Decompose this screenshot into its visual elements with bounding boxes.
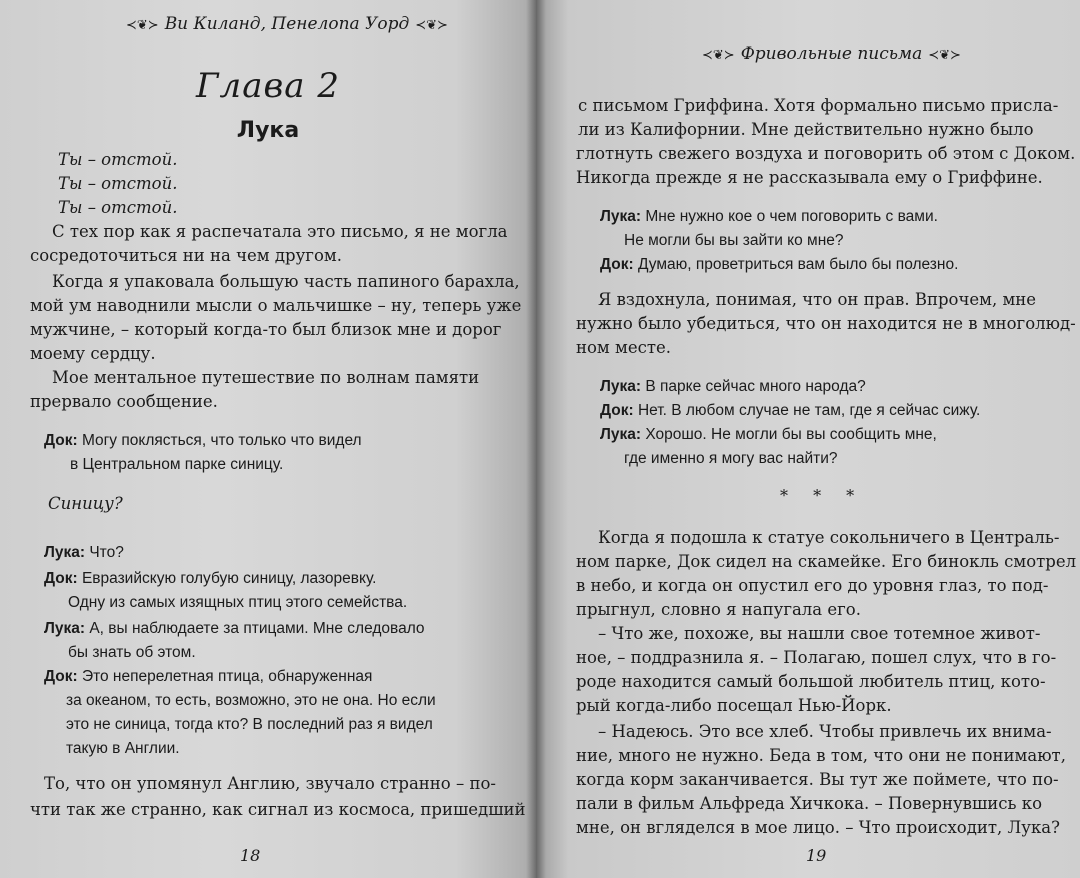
text-line xyxy=(44,774,496,793)
chat-line xyxy=(44,668,372,686)
line-text: То, что он упомянул Англию, звучало странно – по- xyxy=(44,774,496,793)
line-text: прервало сообщение. xyxy=(30,392,218,411)
text-line xyxy=(578,96,1058,115)
text-line xyxy=(58,174,177,193)
text-line xyxy=(598,290,1036,309)
line-text: Хорошо. Не могли бы вы сообщить мне, xyxy=(645,426,937,443)
text-line xyxy=(30,344,156,363)
text-line xyxy=(576,770,1059,789)
text-line xyxy=(576,818,1060,837)
text-line xyxy=(30,320,501,339)
text-line xyxy=(598,624,1040,643)
speaker-label: Лука: xyxy=(44,544,90,561)
line-text: Ты – отстой. xyxy=(58,198,178,217)
section-title: Лука xyxy=(236,118,300,143)
text-line xyxy=(576,794,1042,813)
text-line xyxy=(576,338,671,357)
text-line xyxy=(30,296,521,315)
line-text: в Центральном парке синицу. xyxy=(70,456,284,473)
ornament-icon: ≺❦≻ xyxy=(415,18,448,33)
running-head-right xyxy=(696,44,967,64)
line-text: Я вздохнула, понимая, что он прав. Впрочем, мне xyxy=(598,290,1037,309)
line-text: такую в Англии. xyxy=(66,740,180,757)
text-line xyxy=(576,696,892,715)
line-text: пали в фильм Альфреда Хичкока. – Повернувшись ко xyxy=(576,794,1043,813)
chat-line xyxy=(44,620,425,638)
line-text: Синицу? xyxy=(48,494,123,513)
text-line xyxy=(576,552,1076,571)
text-line xyxy=(576,648,1056,667)
text-line xyxy=(58,198,177,217)
speaker-label: Док: xyxy=(44,668,82,685)
line-text: Когда я подошла к статуе сокольничего в Централь- xyxy=(598,528,1060,547)
text-line xyxy=(52,368,479,387)
running-head-text: Ви Киланд, Пенелопа Уорд xyxy=(164,14,410,34)
line-text: ном парке, Док сидел на скамейке. Его бинокль смотрел xyxy=(576,552,1077,571)
line-text: Нет. В любом случае не там, где я сейчас сижу. xyxy=(637,402,981,419)
speaker-label: Док: xyxy=(44,432,82,449)
line-text: Это неперелетная птица, обнаруженная xyxy=(81,668,373,685)
chat-line xyxy=(600,402,980,420)
running-head-left xyxy=(120,14,454,34)
chat-line xyxy=(600,208,938,226)
speaker-label: Док: xyxy=(44,570,82,587)
running-head-text: Фривольные письма xyxy=(740,44,923,64)
line-text: Одну из самых изящных птиц этого семейства. xyxy=(68,594,408,611)
text-line xyxy=(576,144,1075,163)
chat-line xyxy=(600,256,958,274)
chat-line xyxy=(68,594,407,612)
line-text: с письмом Гриффина. Хотя формально письмо присла- xyxy=(578,96,1059,115)
chat-line xyxy=(44,544,124,562)
line-text: ли из Калифорнии. Мне действительно нужно было xyxy=(578,120,1034,139)
line-text: сосредоточиться ни на чем другом. xyxy=(30,246,342,265)
chapter-title: Глава 2 xyxy=(196,66,340,106)
line-text: мне, он вгляделся в мое лицо. – Что происходит, Лука? xyxy=(576,818,1060,837)
line-text: Не могли бы вы зайти ко мне? xyxy=(624,232,844,249)
chat-line xyxy=(44,432,362,450)
line-text: В парке сейчас много народа? xyxy=(645,378,866,395)
line-text: Ты – отстой. xyxy=(58,150,178,169)
chat-line xyxy=(624,450,838,468)
line-text: когда корм заканчивается. Вы тут же поймете, что по- xyxy=(576,770,1059,789)
line-text: ние, много не нужно. Беда в том, что они не понимают, xyxy=(576,746,1066,765)
page-number-right: 19 xyxy=(806,846,827,865)
line-text: мужчине, – который когда-то был близок мне и дорог xyxy=(30,320,502,339)
chat-line xyxy=(68,644,196,662)
chat-line xyxy=(66,692,436,710)
line-text: прыгнул, словно я напугала его. xyxy=(576,600,861,619)
text-line xyxy=(576,576,1048,595)
line-text: ное, – поддразнила я. – Полагаю, пошел слух, что в го- xyxy=(576,648,1057,667)
line-text: ном месте. xyxy=(576,338,671,357)
line-text: Могу поклясться, что только что видел xyxy=(81,432,362,449)
speaker-label: Док: xyxy=(600,256,638,273)
line-text: Евразийскую голубую синицу, лазоревку. xyxy=(81,570,377,587)
chat-line xyxy=(70,456,283,474)
chat-line xyxy=(44,570,376,588)
line-text: Что? xyxy=(89,544,124,561)
line-text: нужно было убедиться, что он находится не в многолюд- xyxy=(576,314,1076,333)
text-line xyxy=(576,746,1066,765)
text-line xyxy=(52,272,520,291)
text-line xyxy=(52,222,508,241)
line-text: Мне нужно кое о чем поговорить с вами. xyxy=(645,208,938,225)
line-text: где именно я могу вас найти? xyxy=(624,450,838,467)
line-text: это не синица, тогда кто? В последний раз я видел xyxy=(66,716,433,733)
line-text: мой ум наводнили мысли о мальчишке – ну, теперь уже xyxy=(30,296,522,315)
line-text: чти так же странно, как сигнал из космоса, пришедший xyxy=(30,800,526,819)
page-number-left: 18 xyxy=(240,846,261,865)
line-text: – Что же, похоже, вы нашли свое тотемное живот- xyxy=(598,624,1041,643)
line-text: А, вы наблюдаете за птицами. Мне следовало xyxy=(89,620,425,637)
line-text: С тех пор как я распечатала это письмо, я не могла xyxy=(52,222,508,241)
scene-separator: * * * xyxy=(780,486,865,505)
line-text: глотнуть свежего воздуха и поговорить об этом с Доком. xyxy=(576,144,1076,163)
text-line xyxy=(30,246,342,265)
text-line xyxy=(598,722,1052,741)
text-line xyxy=(578,120,1034,139)
text-line xyxy=(30,800,526,819)
line-text: Ты – отстой. xyxy=(58,174,178,193)
line-text: роде находится самый большой любитель птиц, кото- xyxy=(576,672,1046,691)
text-line xyxy=(58,150,177,169)
line-text: за океаном, то есть, возможно, это не она. Но если xyxy=(66,692,436,709)
book-gutter xyxy=(526,0,546,878)
text-line xyxy=(48,494,123,513)
line-text: – Надеюсь. Это все хлеб. Чтобы привлечь их внима- xyxy=(598,722,1052,741)
line-text: Когда я упаковала большую часть папиного барахла, xyxy=(52,272,520,291)
text-line xyxy=(576,314,1076,333)
line-text: Никогда прежде я не рассказывала ему о Гриффине. xyxy=(576,168,1043,187)
line-text: в небо, и когда он опустил его до уровня глаз, то под- xyxy=(576,576,1049,595)
text-line xyxy=(576,672,1046,691)
line-text: Мое ментальное путешествие по волнам памяти xyxy=(52,368,480,387)
line-text: Думаю, проветриться вам было бы полезно. xyxy=(637,256,959,273)
text-line xyxy=(576,168,1043,187)
ornament-icon: ≺❦≻ xyxy=(126,18,159,33)
ornament-icon: ≺❦≻ xyxy=(702,48,735,63)
speaker-label: Лука: xyxy=(600,378,646,395)
text-line xyxy=(576,600,861,619)
line-text: рый когда-либо посещал Нью-Йорк. xyxy=(576,696,892,715)
speaker-label: Док: xyxy=(600,402,638,419)
speaker-label: Лука: xyxy=(600,426,646,443)
text-line xyxy=(598,528,1059,547)
left-page xyxy=(0,0,536,878)
text-line xyxy=(30,392,218,411)
chat-line xyxy=(600,426,937,444)
ornament-icon: ≺❦≻ xyxy=(928,48,961,63)
chat-line xyxy=(600,378,866,396)
speaker-label: Лука: xyxy=(44,620,90,637)
chat-line xyxy=(66,716,433,734)
speaker-label: Лука: xyxy=(600,208,646,225)
chat-line xyxy=(624,232,844,250)
line-text: бы знать об этом. xyxy=(68,644,196,661)
line-text: моему сердцу. xyxy=(30,344,156,363)
chat-line xyxy=(66,740,180,758)
